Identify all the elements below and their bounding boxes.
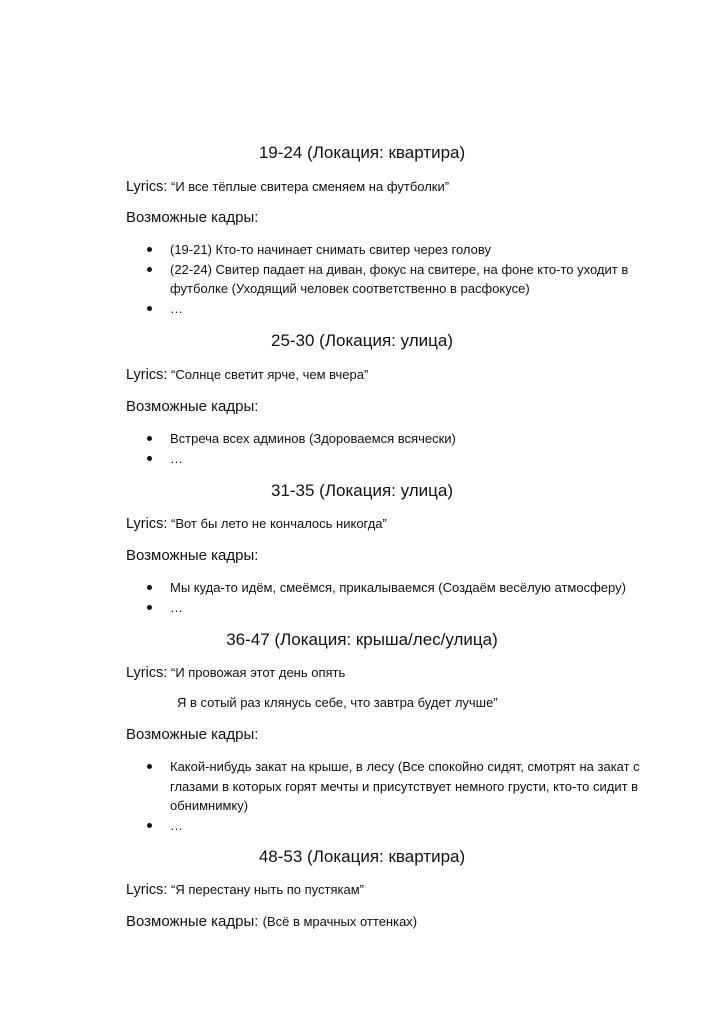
list-item-text: … <box>170 817 183 833</box>
lyrics-line <box>126 366 368 384</box>
lyrics-line <box>126 178 449 196</box>
section-heading: 19-24 (Локация: квартира) <box>258 143 466 162</box>
shots-label <box>126 912 417 932</box>
list-item <box>126 240 666 260</box>
shots-label: Возможные кадры: <box>126 398 259 415</box>
lyrics-text: “Солнце светит ярче, чем вчера” <box>170 367 369 382</box>
shots-label: Возможные кадры: <box>126 547 259 564</box>
lyrics-label: Lyrics: <box>126 179 168 195</box>
bullet-icon <box>147 456 152 461</box>
list-item <box>126 598 666 618</box>
shots-list <box>126 429 666 468</box>
shots-list <box>126 757 666 835</box>
lyrics-text: “И провожая этот день опять <box>170 665 346 680</box>
list-item-text: (19-21) Кто-то начинает снимать свитер через голову <box>170 242 491 257</box>
list-item <box>126 578 666 598</box>
bullet-icon <box>147 267 152 272</box>
list-item <box>126 449 666 469</box>
list-item <box>126 260 666 299</box>
bullet-icon <box>147 247 152 252</box>
section-heading: 31-35 (Локация: улица) <box>270 481 454 500</box>
lyrics-label: Lyrics: <box>126 882 168 898</box>
shots-label-text: Возможные кадры: <box>126 913 259 930</box>
lyrics-line <box>126 515 387 533</box>
bullet-icon <box>147 823 152 828</box>
list-item-text: … <box>170 300 183 316</box>
lyrics-line <box>126 664 345 682</box>
shots-label: Возможные кадры: <box>126 726 259 743</box>
shots-list <box>126 578 666 617</box>
bullet-icon <box>147 764 152 769</box>
shots-note: (Всё в мрачных оттенках) <box>262 914 418 929</box>
shots-list <box>126 240 666 318</box>
list-item <box>126 757 666 816</box>
list-item-text: … <box>170 599 183 615</box>
section-heading: 48-53 (Локация: квартира) <box>258 847 466 866</box>
bullet-icon <box>147 306 152 311</box>
list-item <box>126 816 666 836</box>
section-heading: 36-47 (Локация: крыша/лес/улица) <box>226 630 498 649</box>
lyrics-label: Lyrics: <box>126 665 168 681</box>
lyrics-text: “Я перестану ныть по пустякам” <box>170 882 364 897</box>
section-heading: 25-30 (Локация: улица) <box>270 331 454 350</box>
lyrics-text: “И все тёплые свитера сменяем на футболки” <box>170 179 450 194</box>
list-item-text: Встреча всех админов (Здороваемся всячески) <box>170 431 456 446</box>
lyrics-continuation: Я в сотый раз клянусь себе, что завтра будет лучше” <box>177 695 498 710</box>
lyrics-text: “Вот бы лето не кончалось никогда” <box>170 516 387 531</box>
bullet-icon <box>147 436 152 441</box>
list-item-text: … <box>170 450 183 466</box>
lyrics-label: Lyrics: <box>126 367 168 383</box>
list-item-text: Мы куда-то идём, смеёмся, прикалываемся (Создаём весёлую атмосферу) <box>170 580 626 595</box>
list-item-text: Какой-нибудь закат на крыше, в лесу (Все спокойно сидят, смотрят на закат с глазами в которых горят мечты и присутствует немного грусти, кто-то сидит в обнимнимку) <box>170 759 640 813</box>
bullet-icon <box>147 605 152 610</box>
list-item-text: (22-24) Свитер падает на диван, фокус на свитере, на фоне кто-то уходит в футболке (Уходящий человек соответственно в расфокусе) <box>170 261 629 296</box>
shots-label: Возможные кадры: <box>126 209 259 226</box>
list-item <box>126 299 666 319</box>
list-item <box>126 429 666 449</box>
bullet-icon <box>147 585 152 590</box>
lyrics-line <box>126 881 364 899</box>
lyrics-label: Lyrics: <box>126 516 168 532</box>
